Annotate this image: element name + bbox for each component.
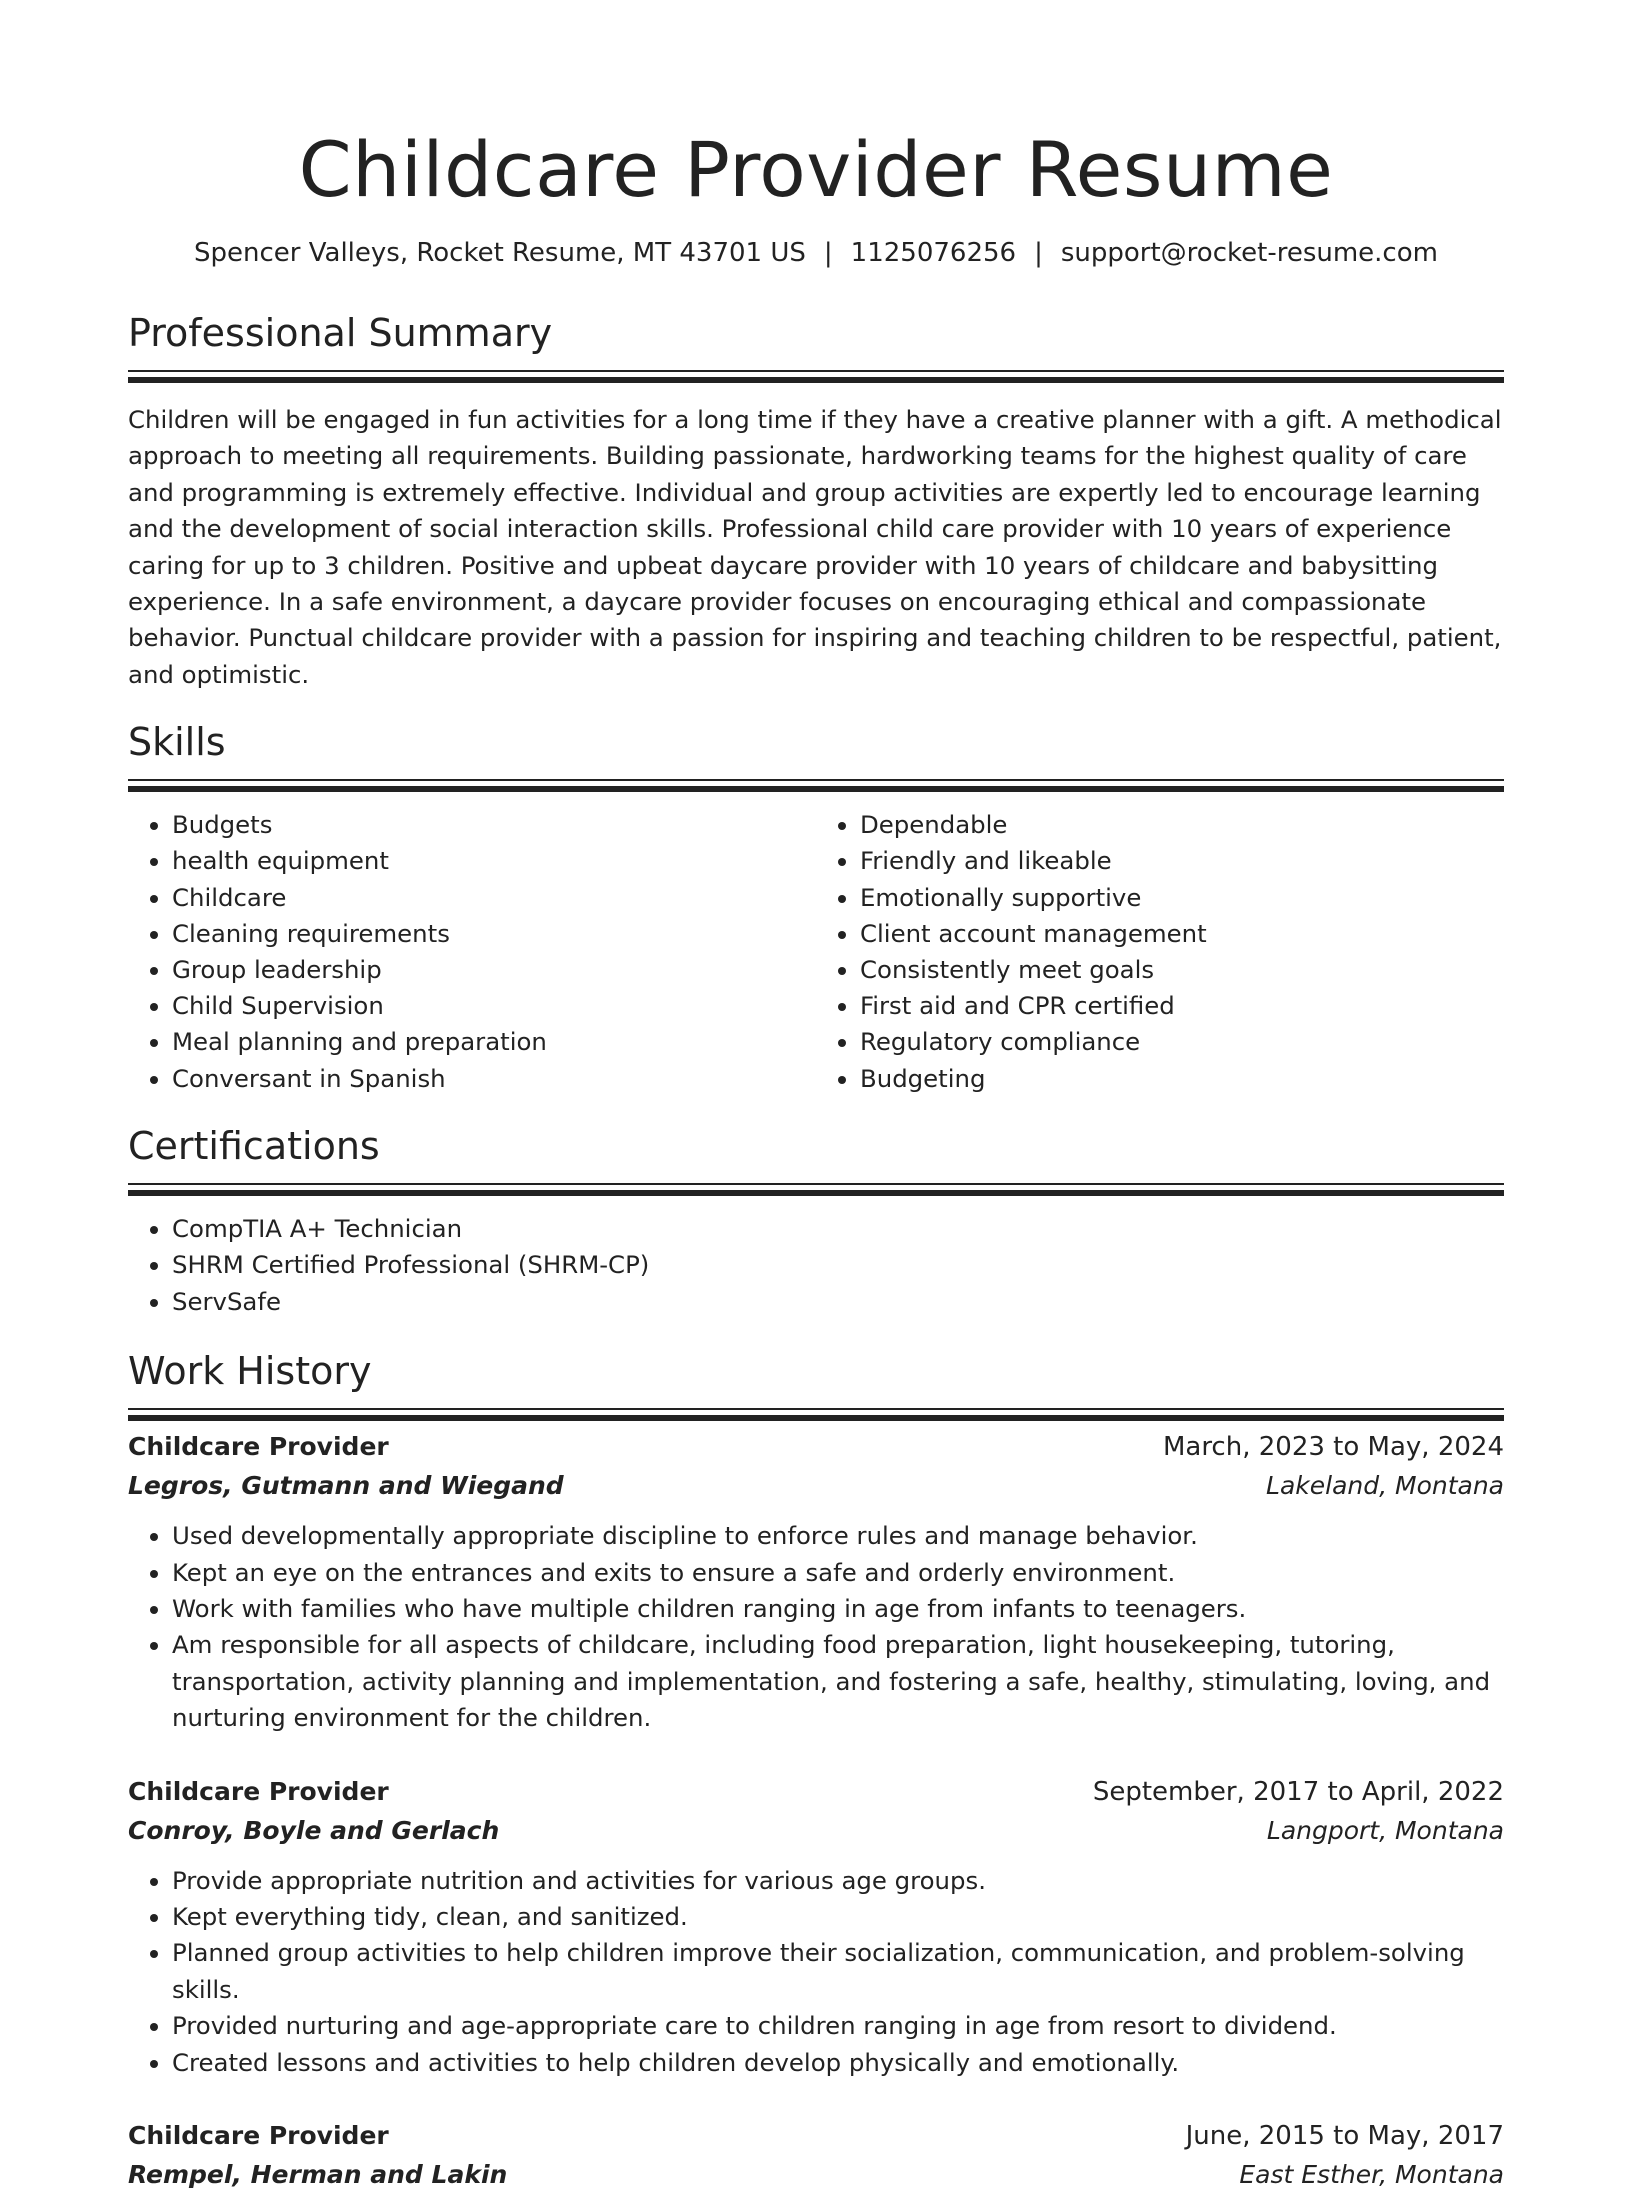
certification-item: • CompTIA A+ Technician bbox=[172, 1211, 1504, 1247]
contact-phone: 1125076256 bbox=[850, 238, 1017, 268]
job-location: Langport, Montana bbox=[1266, 1815, 1504, 1845]
skill-item: • Budgeting bbox=[860, 1061, 1504, 1097]
job-duties-list bbox=[128, 1518, 1504, 1736]
job-header-row bbox=[128, 2117, 1504, 2155]
job-header-row bbox=[128, 1773, 1504, 1811]
section-heading: Skills bbox=[128, 720, 226, 765]
job-company: Legros, Gutmann and Wiegand bbox=[128, 1471, 564, 1501]
skill-item: • Childcare bbox=[172, 880, 816, 916]
page-title: Childcare Provider Resume bbox=[298, 125, 1334, 214]
skill-item: • Conversant in Spanish bbox=[172, 1061, 816, 1097]
skill-item: • Child Supervision bbox=[172, 988, 816, 1024]
job-company-row bbox=[128, 1811, 1504, 1851]
job-dates: September, 2017 to April, 2022 bbox=[1092, 1776, 1504, 1807]
job-title: Childcare Provider bbox=[128, 1432, 389, 1462]
contact-address: Spencer Valleys, Rocket Resume, MT 43701 US bbox=[194, 238, 806, 268]
job-entry bbox=[128, 2117, 1504, 2195]
job-company: Conroy, Boyle and Gerlach bbox=[128, 1815, 500, 1845]
skill-item: • Friendly and likeable bbox=[860, 843, 1504, 879]
skill-item: • health equipment bbox=[172, 843, 816, 879]
job-company-row bbox=[128, 1466, 1504, 1506]
job-title: Childcare Provider bbox=[128, 2120, 389, 2150]
section-divider bbox=[128, 370, 1504, 372]
job-title: Childcare Provider bbox=[128, 1776, 389, 1806]
job-company-row bbox=[128, 2155, 1504, 2195]
contact-line bbox=[128, 236, 1504, 270]
job-duty-item: • Work with families who have multiple children ranging in age from infants to teenagers. bbox=[172, 1591, 1504, 1627]
job-duty-item: • Kept an eye on the entrances and exits to ensure a safe and orderly environment. bbox=[172, 1555, 1504, 1591]
job-header-row bbox=[128, 1428, 1504, 1466]
skill-item: • Consistently meet goals bbox=[860, 952, 1504, 988]
section-heading: Work History bbox=[128, 1349, 372, 1394]
skill-item: • Regulatory compliance bbox=[860, 1024, 1504, 1060]
contact-separator: | bbox=[823, 238, 833, 268]
skill-item: • Meal planning and preparation bbox=[172, 1024, 816, 1060]
job-duty-item: • Provided nurturing and age-appropriate care to children ranging in age from resort to dividend. bbox=[172, 2008, 1504, 2044]
skills-section bbox=[128, 719, 1504, 1097]
skills-list-left bbox=[128, 807, 816, 1097]
job-dates: June, 2015 to May, 2017 bbox=[1185, 2120, 1504, 2151]
work-history-section bbox=[128, 1348, 1504, 2195]
professional-summary-section bbox=[128, 310, 1504, 693]
summary-text: Children will be engaged in fun activities for a long time if they have a creative planner with a gift. A methodical approach to meeting all requirements. Building passionate, hardworking teams for the highest quality of care and programming is extremely effective. Individual and group activities are expertly led to encourage learning and the development of social interaction skills. Professional child care provider with 10 years of experience caring for up to 3 children. Positive and upbeat daycare provider with 10 years of childcare and babysitting experience. In a safe environment, a daycare provider focuses on encouraging ethical and compassionate behavior. Punctual childcare provider with a passion for inspiring and teaching children to be respectful, patient, and optimistic. bbox=[128, 405, 1502, 689]
job-duty-item: • Provide appropriate nutrition and activities for various age groups. bbox=[172, 1863, 1504, 1899]
job-location: Lakeland, Montana bbox=[1266, 1471, 1504, 1501]
certifications-list bbox=[128, 1211, 1504, 1320]
resume-page bbox=[128, 0, 1504, 2195]
job-entry bbox=[128, 1773, 1504, 2081]
job-company: Rempel, Herman and Lakin bbox=[128, 2159, 508, 2189]
skill-item: • Group leadership bbox=[172, 952, 816, 988]
certification-item: • ServSafe bbox=[172, 1284, 1504, 1320]
job-duties-list bbox=[128, 1863, 1504, 2081]
skills-grid bbox=[128, 807, 1504, 1097]
job-duty-item: • Used developmentally appropriate discipline to enforce rules and manage behavior. bbox=[172, 1518, 1504, 1554]
skill-item: • Emotionally supportive bbox=[860, 880, 1504, 916]
job-duty-item: • Planned group activities to help children improve their socialization, communication, and problem-solving skills. bbox=[172, 1935, 1504, 2008]
certifications-section bbox=[128, 1123, 1504, 1320]
section-heading: Professional Summary bbox=[128, 311, 553, 355]
job-entry bbox=[128, 1428, 1504, 1736]
contact-email: support@rocket-resume.com bbox=[1060, 238, 1438, 268]
section-heading: Certifications bbox=[128, 1123, 380, 1168]
skill-item: • Client account management bbox=[860, 916, 1504, 952]
section-divider bbox=[128, 1408, 1504, 1410]
contact-separator: | bbox=[1034, 238, 1043, 268]
skill-item: • Dependable bbox=[860, 807, 1504, 843]
skill-item: • Cleaning requirements bbox=[172, 916, 816, 952]
skill-item: • Budgets bbox=[172, 807, 816, 843]
section-divider bbox=[128, 779, 1504, 781]
section-divider bbox=[128, 1183, 1504, 1185]
job-location: East Esther, Montana bbox=[1239, 2159, 1504, 2189]
job-duty-item: • Am responsible for all aspects of childcare, including food preparation, light housekeeping, tutoring, transportation, activity planning and implementation, and fostering a safe, healthy, stimulating, loving, and nurturing environment for the children. bbox=[172, 1627, 1504, 1736]
certification-item: • SHRM Certified Professional (SHRM-CP) bbox=[172, 1247, 1504, 1283]
skill-item: • First aid and CPR certified bbox=[860, 988, 1504, 1024]
job-duty-item: • Kept everything tidy, clean, and sanitized. bbox=[172, 1899, 1504, 1935]
skills-list-right bbox=[816, 807, 1504, 1097]
job-dates: March, 2023 to May, 2024 bbox=[1162, 1432, 1504, 1463]
job-duty-item: • Created lessons and activities to help children develop physically and emotionally. bbox=[172, 2045, 1504, 2081]
